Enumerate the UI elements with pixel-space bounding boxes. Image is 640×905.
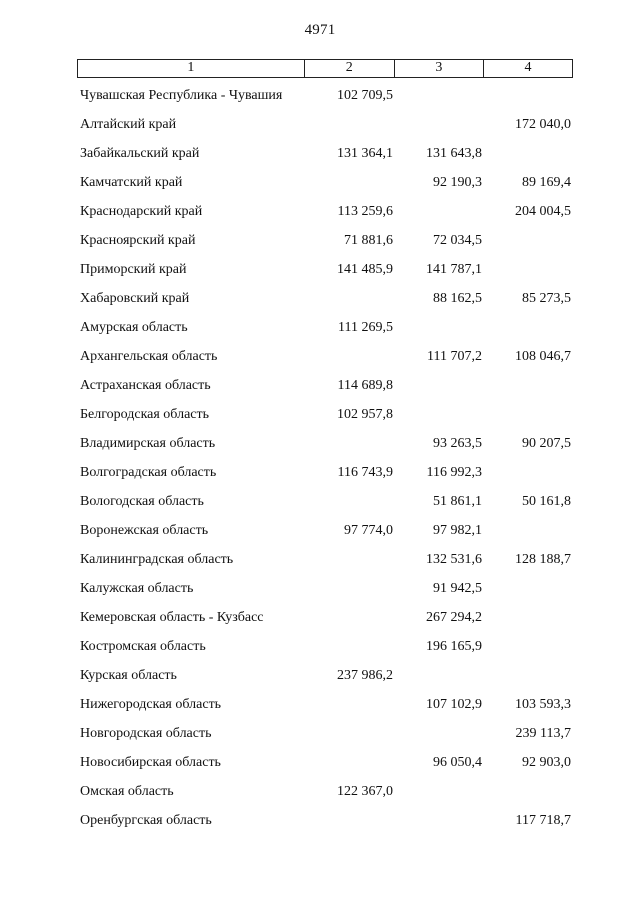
value-cell-col4: 50 161,8 (522, 494, 571, 509)
table-row (77, 465, 573, 494)
table-row (77, 436, 573, 465)
table-row (77, 407, 573, 436)
region-name-cell: Кемеровская область - Кузбасс (80, 610, 264, 625)
value-cell-col2: 141 485,9 (337, 262, 393, 277)
region-name-cell: Камчатский край (80, 175, 183, 190)
table-row (77, 320, 573, 349)
value-cell-col4: 117 718,7 (515, 813, 571, 828)
value-cell-col2: 131 364,1 (337, 146, 393, 161)
table-row (77, 117, 573, 146)
value-cell-col3: 111 707,2 (427, 349, 482, 364)
region-name-cell: Нижегородская область (80, 697, 222, 712)
table-row (77, 378, 573, 407)
value-cell-col2: 116 743,9 (337, 465, 393, 480)
region-name-cell: Оренбургская область (80, 813, 212, 828)
value-cell-col4: 92 903,0 (522, 755, 571, 770)
value-cell-col3: 131 643,8 (426, 146, 482, 161)
region-name-cell: Приморский край (80, 262, 187, 277)
table-row (77, 552, 573, 581)
table-row (77, 494, 573, 523)
region-name-cell: Калужская область (80, 581, 194, 596)
value-cell-col3: 96 050,4 (433, 755, 482, 770)
table-row (77, 233, 573, 262)
value-cell-col3: 141 787,1 (426, 262, 482, 277)
region-name-cell: Костромская область (80, 639, 206, 654)
region-name-cell: Чувашская Республика - Чувашия (80, 88, 283, 103)
table-row (77, 349, 573, 378)
region-name-cell: Белгородская область (80, 407, 210, 422)
region-name-cell: Забайкальский край (80, 146, 200, 161)
value-cell-col4: 128 188,7 (515, 552, 571, 567)
value-cell-col3: 92 190,3 (433, 175, 482, 190)
value-cell-col2: 237 986,2 (337, 668, 393, 683)
value-cell-col3: 93 263,5 (433, 436, 482, 451)
region-name-cell: Владимирская область (80, 436, 216, 451)
table-row (77, 755, 573, 784)
region-name-cell: Воронежская область (80, 523, 209, 538)
column-header-4: 4 (483, 60, 572, 77)
region-name-cell: Астраханская область (80, 378, 211, 393)
value-cell-col3: 97 982,1 (433, 523, 482, 538)
table-row (77, 175, 573, 204)
table-row (77, 204, 573, 233)
region-name-cell: Красноярский край (80, 233, 196, 248)
region-name-cell: Курская область (80, 668, 177, 683)
table-row (77, 610, 573, 639)
value-cell-col4: 108 046,7 (515, 349, 571, 364)
table-row (77, 813, 573, 842)
page-number: 4971 (304, 22, 336, 38)
value-cell-col4: 204 004,5 (515, 204, 571, 219)
value-cell-col3: 88 162,5 (433, 291, 482, 306)
column-header-2: 2 (304, 60, 394, 77)
region-name-cell: Амурская область (80, 320, 188, 335)
value-cell-col4: 89 169,4 (522, 175, 571, 190)
table-row (77, 784, 573, 813)
table-body (77, 88, 573, 842)
value-cell-col3: 72 034,5 (433, 233, 482, 248)
table-row (77, 146, 573, 175)
value-cell-col4: 90 207,5 (522, 436, 571, 451)
region-name-cell: Волгоградская область (80, 465, 217, 480)
table-header-row (77, 59, 573, 78)
value-cell-col2: 102 957,8 (337, 407, 393, 422)
region-name-cell: Калининградская область (80, 552, 234, 567)
region-name-cell: Алтайский край (80, 117, 177, 132)
value-cell-col4: 85 273,5 (522, 291, 571, 306)
value-cell-col3: 267 294,2 (426, 610, 482, 625)
table-row (77, 262, 573, 291)
table-row (77, 639, 573, 668)
table-row (77, 581, 573, 610)
table-row (77, 668, 573, 697)
column-header-1: 1 (187, 60, 195, 75)
table-row (77, 88, 573, 117)
region-name-cell: Хабаровский край (80, 291, 190, 306)
value-cell-col3: 51 861,1 (433, 494, 482, 509)
value-cell-col3: 107 102,9 (426, 697, 482, 712)
value-cell-col2: 113 259,6 (337, 204, 393, 219)
value-cell-col2: 111 269,5 (338, 320, 393, 335)
value-cell-col2: 122 367,0 (337, 784, 393, 799)
data-table (77, 59, 573, 842)
table-row (77, 523, 573, 552)
value-cell-col4: 239 113,7 (515, 726, 571, 741)
value-cell-col2: 102 709,5 (337, 88, 393, 103)
region-name-cell: Новгородская область (80, 726, 212, 741)
value-cell-col3: 132 531,6 (426, 552, 482, 567)
table-row (77, 726, 573, 755)
value-cell-col2: 97 774,0 (344, 523, 393, 538)
value-cell-col2: 114 689,8 (337, 378, 393, 393)
column-header-3: 3 (394, 60, 483, 77)
value-cell-col3: 91 942,5 (433, 581, 482, 596)
value-cell-col4: 172 040,0 (515, 117, 571, 132)
region-name-cell: Вологодская область (80, 494, 204, 509)
table-row (77, 291, 573, 320)
region-name-cell: Омская область (80, 784, 174, 799)
region-name-cell: Новосибирская область (80, 755, 221, 770)
region-name-cell: Архангельская область (80, 349, 218, 364)
value-cell-col3: 196 165,9 (426, 639, 482, 654)
value-cell-col4: 103 593,3 (515, 697, 571, 712)
table-row (77, 697, 573, 726)
value-cell-col2: 71 881,6 (344, 233, 393, 248)
region-name-cell: Краснодарский край (80, 204, 203, 219)
value-cell-col3: 116 992,3 (426, 465, 482, 480)
